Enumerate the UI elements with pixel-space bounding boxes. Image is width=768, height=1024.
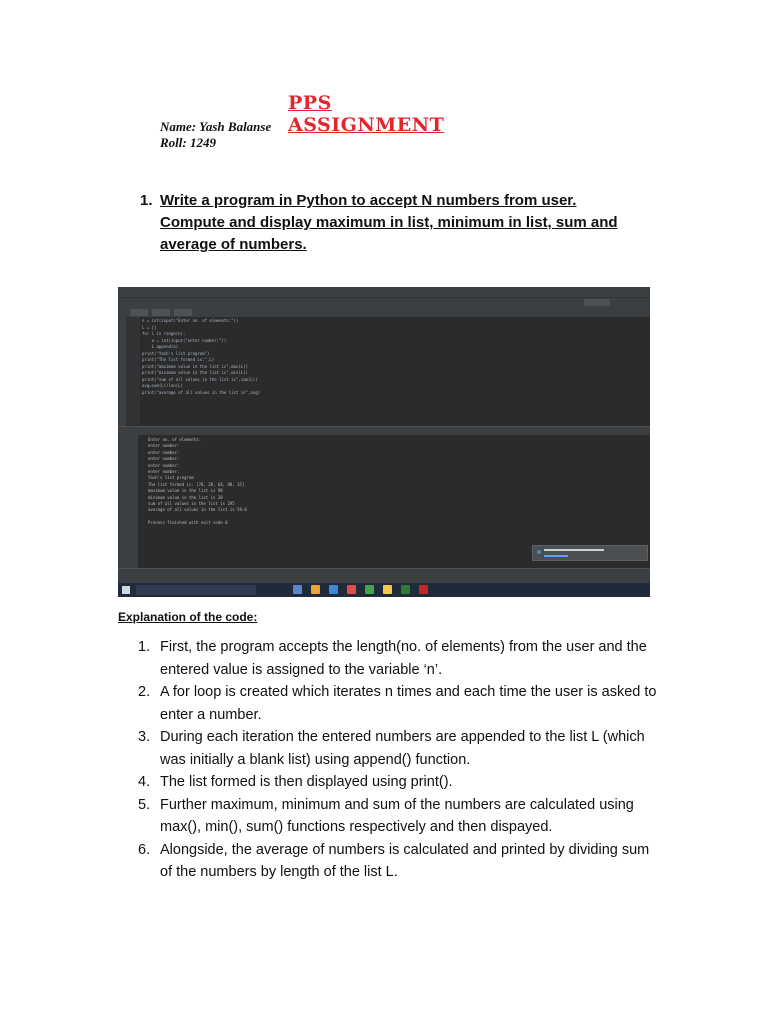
taskbar-app-icon [383,585,392,594]
taskbar-app-icon [419,585,428,594]
ide-navbar [118,297,650,308]
explanation-heading: Explanation of the code: [118,610,258,624]
explanation-item [138,794,658,839]
code-line: print("Yash's list program") [142,350,210,356]
code-line: print("maximum value in the list is",max(L)) [142,363,248,369]
ide-project-sidebar [118,308,126,426]
console-output [148,437,247,527]
code-line: print("minimum value in the list is",min(L)) [142,370,248,375]
console-line: minimum value in the list is 28 [148,494,223,500]
editor-tab [152,309,170,316]
console-line: Enter no. of elements: [148,437,201,442]
taskbar-search [136,585,256,595]
code-line: L = [] [142,324,157,330]
taskbar-app-icon [311,585,320,594]
code-line: print("average of all values in the list is",avg) [142,389,261,395]
console-line: enter number: [148,469,180,475]
console-line: Yash's list program [148,475,194,481]
run-config-dropdown [584,299,610,306]
console-line: enter number: [148,449,180,455]
taskbar-app-icon [293,585,302,594]
run-panel-header [118,426,650,435]
taskbar-app-icon [365,585,374,594]
console-line: enter number: [148,462,180,468]
explanation-item-text: First, the program accepts the length(no. of elements) from the user and the entered value is assigned to the variable ‘n’. [160,639,647,678]
explanation-item-text: A for loop is created which iterates n times and each time the user is asked to enter a number. [160,684,657,723]
explanation-item-number: 1. [138,639,151,655]
editor-tabs [126,308,650,317]
explanation-item-number: 2. [138,684,151,700]
document-title: PPS ASSIGNMENT [288,92,445,136]
explanation-item-number: 3. [138,729,151,745]
run-panel-toolbar [118,435,138,568]
explanation-item-number: 4. [138,774,151,790]
explanation-item-text: Alongside, the average of numbers is calculated and printed by dividing sum of the numbers by length of the list L. [160,841,650,880]
taskbar-app-icon [401,585,410,594]
explanation-item [138,839,658,884]
code-line: a = int(input("enter number:")) [142,337,227,343]
ide-menubar [118,287,650,297]
explanation-item-text: The list formed is then displayed using print(). [160,774,453,790]
explanation-item-text: During each iteration the entered numbers are appended to the list L (which was initially a blank list) using append() function. [160,729,645,768]
editor-tab [174,309,192,316]
question-number: 1. [140,192,153,209]
ide-screenshot [118,287,650,597]
code-line: print("The list formed is:",L) [142,357,215,362]
question-text: Write a program in Python to accept N numbers from user. Compute and display maximum in list, minimum in list, sum and average of numbers. [160,192,618,253]
explanation-item [138,636,658,681]
windows-logo-icon [122,586,130,594]
console-line: average of all values in the list is 59.0 [148,507,247,513]
code-editor [142,318,260,396]
code-line: n = int(input("Enter no. of elements:")) [142,318,239,323]
console-line: The list formed is: [78, 28, 64, 98, 35] [148,481,245,487]
code-line: L.append(a) [142,344,179,349]
explanation-item-number: 6. [138,841,151,858]
explanation-item [138,681,658,726]
code-line: for i in range(n): [142,331,186,336]
console-line: enter number: [148,443,180,449]
console-line: enter number: [148,456,180,462]
update-notification [532,545,648,561]
explanation-item [138,771,658,794]
console-line: maximum value in the list is 98 [148,488,223,494]
student-roll: Roll: 1249 [160,135,216,150]
editor-tab [130,309,148,316]
explanation-list [138,636,658,884]
taskbar-app-icon [347,585,356,594]
explanation-item-text: Further maximum, minimum and sum of the numbers are calculated using max(), min(), sum() functions respectively and then dispayed. [160,796,634,835]
code-line: print("sum of all values in the list is",sum(L)) [142,376,258,382]
explanation-item-number: 5. [138,796,151,813]
console-line: sum of all values in the list is 295 [148,501,235,507]
explanation-item [138,726,658,771]
student-name: Name: Yash Balanse [160,119,272,134]
line-number-gutter [126,317,140,425]
code-line: avg=sum(L)/len(L) [142,383,183,388]
info-icon [537,550,541,554]
tool-window-bar [118,568,650,576]
ide-statusbar [118,576,650,583]
taskbar-app-icon [329,585,338,594]
console-line: Process finished with exit code 0 [148,520,228,526]
